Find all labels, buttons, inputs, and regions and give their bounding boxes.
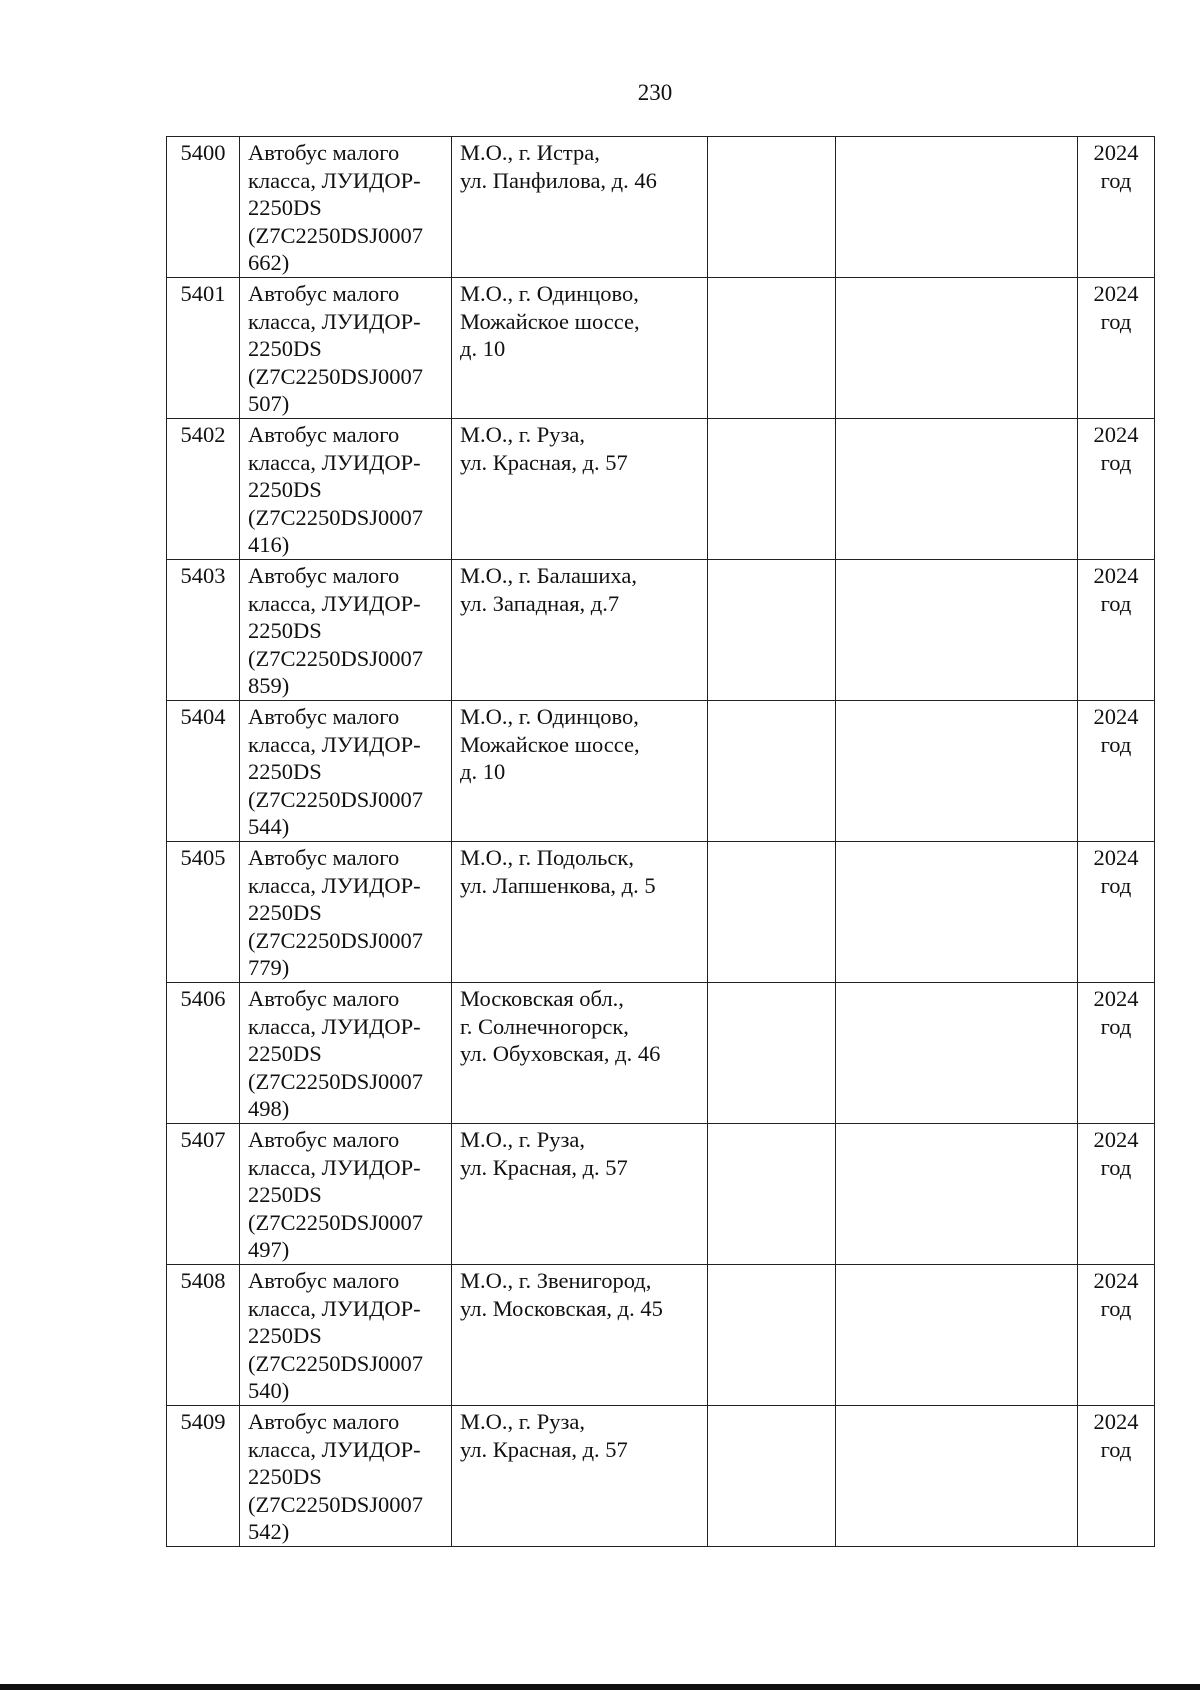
empty-cell (836, 701, 1078, 842)
empty-cell (708, 278, 836, 419)
year: 2024 год (1078, 560, 1155, 701)
vehicle-description: Автобус малого класса, ЛУИДОР- 2250DS (Z7C2250DSJ0007 779) (240, 842, 452, 983)
empty-cell (836, 137, 1078, 278)
year: 2024 год (1078, 1406, 1155, 1547)
table-row (167, 701, 1155, 842)
vehicle-description: Автобус малого класса, ЛУИДОР- 2250DS (Z7C2250DSJ0007 507) (240, 278, 452, 419)
table-row (167, 1265, 1155, 1406)
table-row (167, 1406, 1155, 1547)
row-number: 5401 (167, 278, 240, 419)
empty-cell (836, 419, 1078, 560)
year: 2024 год (1078, 701, 1155, 842)
year: 2024 год (1078, 983, 1155, 1124)
year: 2024 год (1078, 137, 1155, 278)
address: М.О., г. Руза, ул. Красная, д. 57 (452, 1406, 708, 1547)
empty-cell (708, 1406, 836, 1547)
empty-cell (708, 560, 836, 701)
empty-cell (836, 1124, 1078, 1265)
empty-cell (708, 137, 836, 278)
empty-cell (708, 419, 836, 560)
empty-cell (836, 983, 1078, 1124)
table-row (167, 1124, 1155, 1265)
table-row (167, 419, 1155, 560)
vehicle-description: Автобус малого класса, ЛУИДОР- 2250DS (Z7C2250DSJ0007 544) (240, 701, 452, 842)
row-number: 5405 (167, 842, 240, 983)
address: М.О., г. Звенигород, ул. Московская, д. 45 (452, 1265, 708, 1406)
row-number: 5406 (167, 983, 240, 1124)
table-row (167, 137, 1155, 278)
table-row (167, 278, 1155, 419)
address: Московская обл., г. Солнечногорск, ул. Обуховская, д. 46 (452, 983, 708, 1124)
row-number: 5402 (167, 419, 240, 560)
year: 2024 год (1078, 1124, 1155, 1265)
address: М.О., г. Одинцово, Можайское шоссе, д. 10 (452, 278, 708, 419)
table-row (167, 842, 1155, 983)
vehicle-registry-table (166, 136, 1155, 1547)
year: 2024 год (1078, 278, 1155, 419)
row-number: 5407 (167, 1124, 240, 1265)
empty-cell (836, 1265, 1078, 1406)
address: М.О., г. Истра, ул. Панфилова, д. 46 (452, 137, 708, 278)
vehicle-description: Автобус малого класса, ЛУИДОР- 2250DS (Z7C2250DSJ0007 416) (240, 419, 452, 560)
empty-cell (708, 1265, 836, 1406)
row-number: 5400 (167, 137, 240, 278)
empty-cell (836, 560, 1078, 701)
page-number: 230 (637, 80, 673, 105)
year: 2024 год (1078, 419, 1155, 560)
year: 2024 год (1078, 1265, 1155, 1406)
address: М.О., г. Одинцово, Можайское шоссе, д. 10 (452, 701, 708, 842)
row-number: 5409 (167, 1406, 240, 1547)
empty-cell (708, 842, 836, 983)
empty-cell (836, 842, 1078, 983)
empty-cell (708, 1124, 836, 1265)
table-row (167, 560, 1155, 701)
year: 2024 год (1078, 842, 1155, 983)
vehicle-description: Автобус малого класса, ЛУИДОР- 2250DS (Z7C2250DSJ0007 662) (240, 137, 452, 278)
empty-cell (836, 1406, 1078, 1547)
address: М.О., г. Руза, ул. Красная, д. 57 (452, 419, 708, 560)
vehicle-description: Автобус малого класса, ЛУИДОР- 2250DS (Z7C2250DSJ0007 859) (240, 560, 452, 701)
empty-cell (708, 701, 836, 842)
empty-cell (708, 983, 836, 1124)
row-number: 5403 (167, 560, 240, 701)
address: М.О., г. Балашиха, ул. Западная, д.7 (452, 560, 708, 701)
vehicle-description: Автобус малого класса, ЛУИДОР- 2250DS (Z7C2250DSJ0007 498) (240, 983, 452, 1124)
table-row (167, 983, 1155, 1124)
empty-cell (836, 278, 1078, 419)
row-number: 5408 (167, 1265, 240, 1406)
vehicle-description: Автобус малого класса, ЛУИДОР- 2250DS (Z7C2250DSJ0007 497) (240, 1124, 452, 1265)
vehicle-description: Автобус малого класса, ЛУИДОР- 2250DS (Z7C2250DSJ0007 542) (240, 1406, 452, 1547)
row-number: 5404 (167, 701, 240, 842)
address: М.О., г. Руза, ул. Красная, д. 57 (452, 1124, 708, 1265)
vehicle-description: Автобус малого класса, ЛУИДОР- 2250DS (Z7C2250DSJ0007 540) (240, 1265, 452, 1406)
scan-edge-bar (0, 1684, 1200, 1690)
address: М.О., г. Подольск, ул. Лапшенкова, д. 5 (452, 842, 708, 983)
